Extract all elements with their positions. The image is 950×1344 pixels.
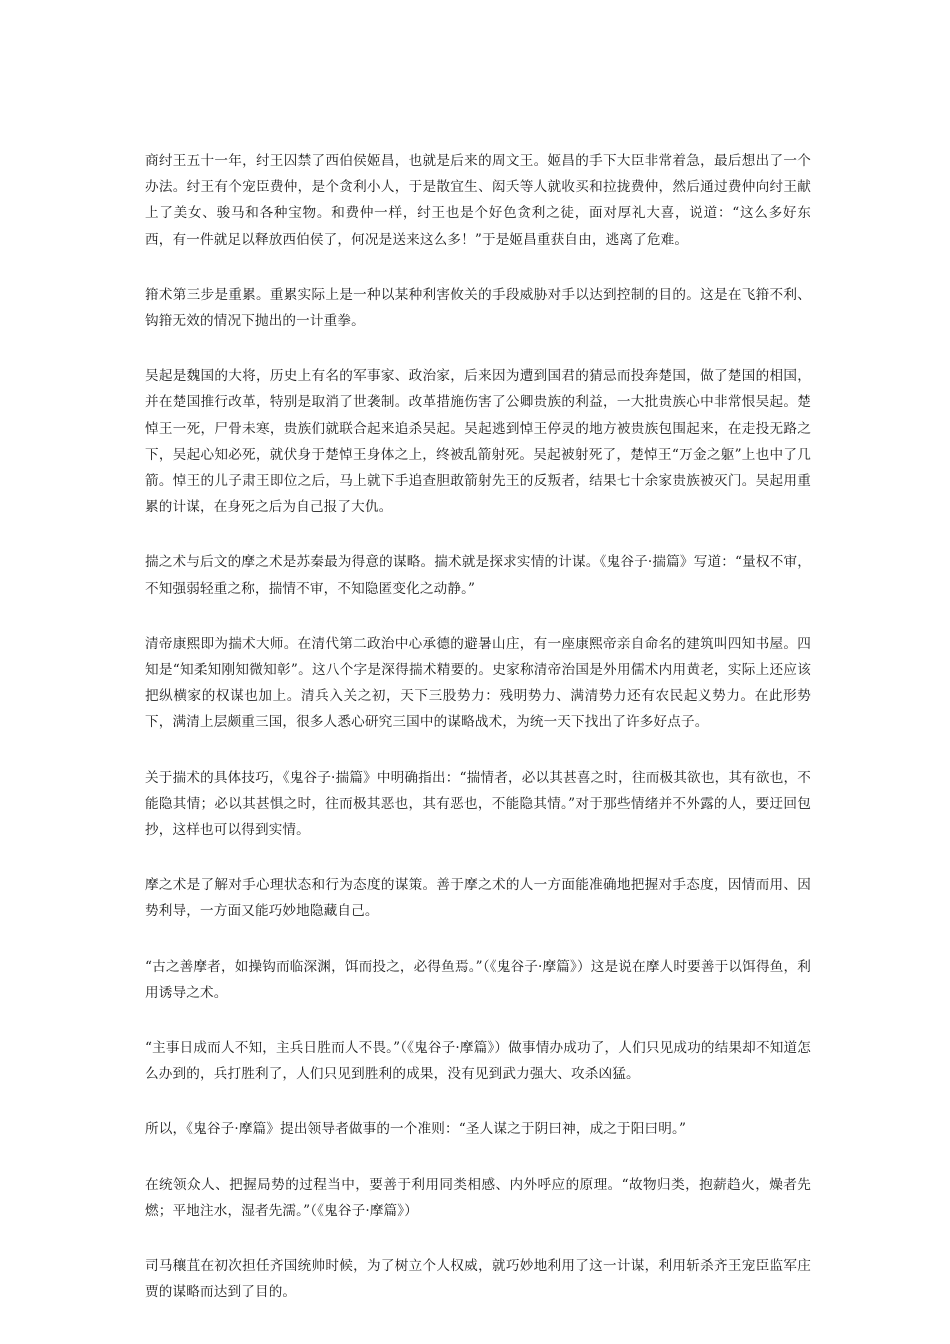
paragraph-9: “主事日成而人不知，主兵日胜而人不畏。”（《鬼谷子·摩篇》）做事情办成功了，人们只见成功的结果却不知道怎么办到的，兵打胜利了，人们只见到胜利的成果，没有见到武力强大、攻杀凶猛。 xyxy=(145,1040,811,1083)
paragraph-6: 关于揣术的具体技巧，《鬼谷子·揣篇》中明确指出：“揣情者，必以其甚喜之时，往而极其欲也，其有欲也，不能隐其情；必以其甚惧之时，往而极其恶也，其有恶也，不能隐其情。”对于那些情绪并不外露的人，要迂回包抄，这样也可以得到实情。 xyxy=(145,769,811,839)
paragraph-5: 清帝康熙即为揣术大师。在清代第二政治中心承德的避暑山庄，有一座康熙帝亲自命名的建筑叫四知书屋。四知是“知柔知刚知微知彰”。这八个字是深得揣术精要的。史家称清帝治国是外用儒术内用黄老，实际上还应该把纵横家的权谋也加上。清兵入关之初，天下三股势力：残明势力、满清势力还有农民起义势力。在此形势下，满清上层颇重三国，很多人悉心研究三国中的谋略战术，为统一天下找出了许多好点子。 xyxy=(145,635,811,731)
paragraph-1: 商纣王五十一年，纣王囚禁了西伯侯姬昌，也就是后来的周文王。姬昌的手下大臣非常着急，最后想出了一个办法。纣王有个宠臣费仲，是个贪利小人，于是散宜生、闳夭等人就收买和拉拢费仲，然后通过费仲向纣王献上了美女、骏马和各种宝物。和费仲一样，纣王也是个好色贪利之徒，面对厚礼大喜，说道：“这么多好东西，有一件就足以释放西伯侯了，何况是送来这么多！”于是姬昌重获自由，逃离了危难。 xyxy=(145,153,811,248)
paragraph-12: 司马穰苴在初次担任齐国统帅时候，为了树立个人权威，就巧妙地利用了这一计谋，利用斩杀齐王宠臣监军庄贾的谋略而达到了目的。 xyxy=(145,1258,811,1301)
paragraph-3: 吴起是魏国的大将，历史上有名的军事家、政治家，后来因为遭到国君的猜忌而投奔楚国，做了楚国的相国，并在楚国推行改革，特别是取消了世袭制。改革措施伤害了公卿贵族的利益，一大批贵族心中非常恨吴起。楚悼王一死，尸骨未寒，贵族们就联合起来追杀吴起。吴起逃到悼王停灵的地方被贵族包围起来，在走投无路之下，吴起心知必死，就伏身于楚悼王身体之上，终被乱箭射死。吴起被射死了，楚悼王“万金之躯”上也中了几箭。悼王的儿子肃王即位之后，马上就下手追查胆敢箭射先王的反叛者，结果七十余家贵族被灭门。吴起用重累的计谋，在身死之后为自己报了大仇。 xyxy=(145,368,811,516)
paragraph-11: 在统领众人、把握局势的过程当中，要善于利用同类相感、内外呼应的原理。“故物归类，抱薪趋火，燥者先燃；平地注水，湿者先濡。”（《鬼谷子·摩篇》） xyxy=(145,1176,811,1219)
document-body xyxy=(145,148,811,1335)
paragraph-10: 所以，《鬼谷子·摩篇》提出领导者做事的一个准则：“圣人谋之于阴曰神，成之于阳曰明。” xyxy=(145,1121,687,1138)
paragraph-2: 箝术第三步是重累。重累实际上是一种以某种利害攸关的手段威胁对手以达到控制的目的。这是在飞箝不利、钩箝无效的情况下抛出的一计重拳。 xyxy=(145,286,811,330)
paragraph-7: 摩之术是了解对手心理状态和行为态度的谋策。善于摩之术的人一方面能准确地把握对手态度，因情而用、因势利导，一方面又能巧妙地隐藏自己。 xyxy=(145,877,811,920)
paragraph-8: “古之善摩者，如操钩而临深渊，饵而投之，必得鱼焉。”（《鬼谷子·摩篇》）这是说在摩人时要善于以饵得鱼，利用诱导之术。 xyxy=(145,958,811,1001)
paragraph-4: 揣之术与后文的摩之术是苏秦最为得意的谋略。揣术就是探求实情的计谋。《鬼谷子·揣篇》写道：“量权不审，不知强弱轻重之称，揣情不审，不知隐匿变化之动静。” xyxy=(145,554,811,597)
